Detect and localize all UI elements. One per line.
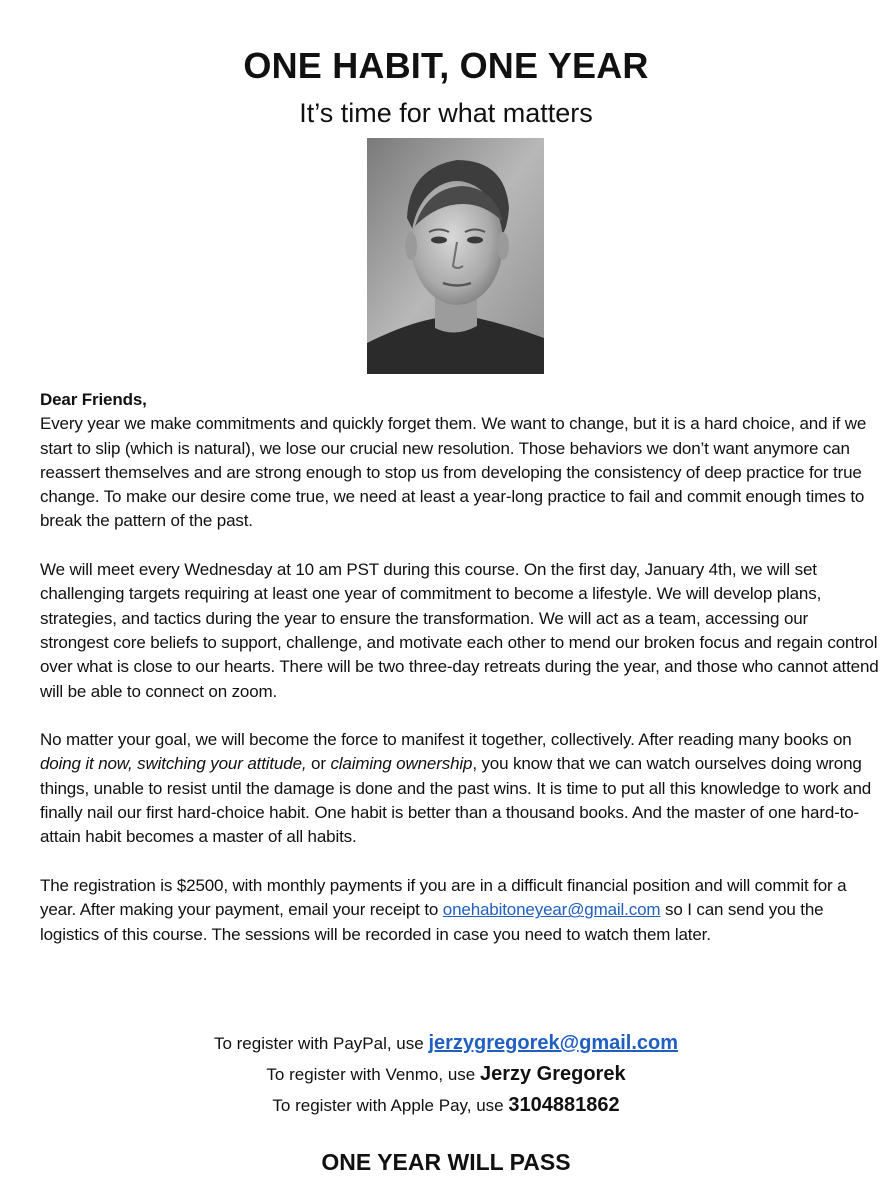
paragraph-goal-emphasis-1: doing it now, switching your attitude, xyxy=(40,754,307,774)
paragraph-schedule: We will meet every Wednesday at 10 am PST during this course. On the first day, January 4th, we will set challenging targets requiring at least one year of commitment to become a lifestyle. We will develop plans, strategies, and tactics during the year to ensure the transformation. We will act as a team, accessing our strongest core beliefs to support, challenge, and motivate each other to mend our broken focus and regain control over what is close to our hearts. There will be two three-day retreats during the year, and those who cannot attend will be able to connect on zoom. xyxy=(40,560,879,701)
paragraph-goal-text-c: , you know that we can watch ourselves doing wrong things, unable to resist until the damage is done and the past wins. It is time to put all this knowledge to work and finally nail our first hard-choice habit. One habit is better than a thousand books. And the master of one hard-to-attain habit becomes a master of all habits. xyxy=(40,754,872,847)
paragraph-goal-emphasis-2: claiming ownership xyxy=(330,754,473,774)
portrait-photo-icon xyxy=(367,138,544,374)
register-venmo xyxy=(0,1059,892,1090)
page-title: ONE HABIT, ONE YEAR xyxy=(243,45,649,86)
paragraph-registration xyxy=(40,874,880,947)
register-applepay-label: To register with Apple Pay, use xyxy=(272,1096,509,1115)
register-paypal-label: To register with PayPal, use xyxy=(213,1034,429,1053)
register-applepay xyxy=(0,1090,892,1121)
paragraph-goal xyxy=(40,728,880,849)
salutation: Dear Friends, xyxy=(40,390,147,409)
paragraph-registration-text-a: The registration is $2500, with monthly payments if you are in a difficult financial position and will commit for a year. After making your payment, email your receipt to xyxy=(40,875,847,920)
page-subtitle: It’s time for what matters xyxy=(299,98,593,128)
paragraph-goal-text-b: or xyxy=(306,754,331,774)
registration-options xyxy=(0,1028,892,1121)
paypal-email-link[interactable]: jerzygregorek@gmail.com xyxy=(428,1032,679,1054)
letter-body xyxy=(40,388,880,971)
register-venmo-label: To register with Venmo, use xyxy=(266,1065,480,1084)
applepay-phone-number: 3104881862 xyxy=(508,1094,620,1116)
paragraph-commitment: Every year we make commitments and quickly forget them. We want to change, but it is a hard choice, and if we start to slip (which is natural), we lose our crucial new resolution. Those behaviors we don’t want anymore can reassert themselves and are strong enough to stop us from developing the consistency of deep practice for true change. To make our desire come true, we need at least a year-long practice to fail and commit enough times to break the pattern of the past. xyxy=(40,414,867,531)
paragraph-registration-text-b: so I can send you the logistics of this course. The sessions will be recorded in case you need to watch them later. xyxy=(40,900,824,944)
paragraph-goal-text-a: No matter your goal, we will become the force to manifest it together, collectively. After reading many books on xyxy=(40,730,852,750)
course-email-link[interactable]: onehabitoneyear@gmail.com xyxy=(442,900,661,920)
closing-slogan: ONE YEAR WILL PASS xyxy=(321,1149,571,1175)
register-paypal xyxy=(0,1028,892,1059)
venmo-account-name: Jerzy Gregorek xyxy=(479,1063,626,1085)
